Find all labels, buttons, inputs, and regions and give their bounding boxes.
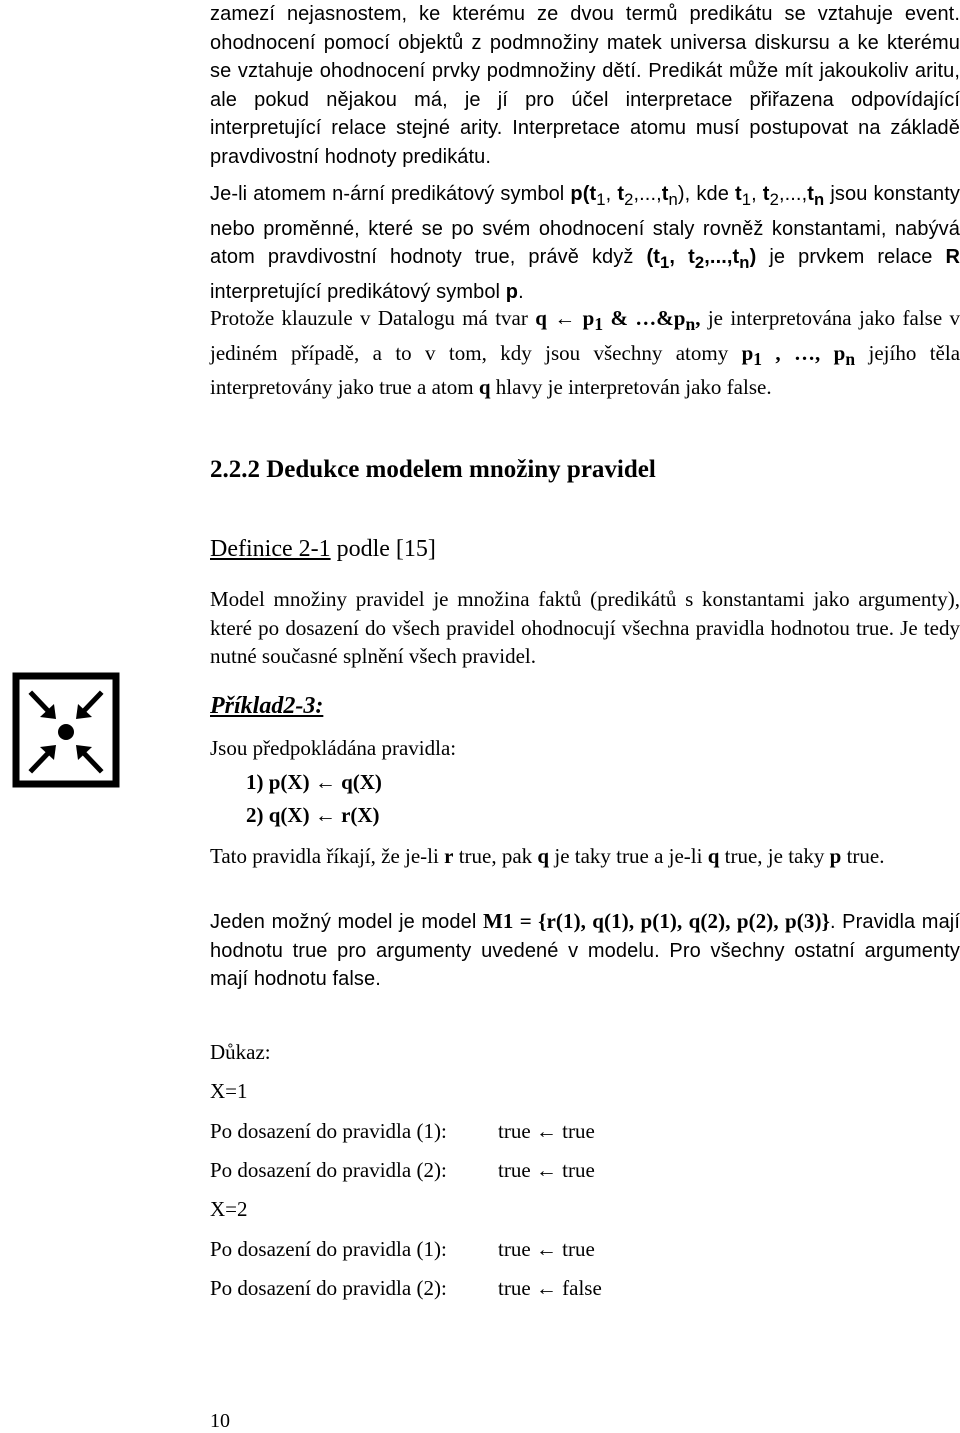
definition-source: podle [15]: [330, 536, 436, 562]
proof-step: Po dosazení do pravidla (1): true ← true: [210, 1119, 595, 1143]
proof-step: Po dosazení do pravidla (2): true ← false: [210, 1276, 602, 1300]
section-heading: 2.2.2 Dedukce modelem množiny pravidel: [210, 456, 656, 483]
rule-2: 2) q(X) ← r(X): [246, 803, 380, 827]
proof-title: Důkaz:: [210, 1040, 271, 1064]
paragraph-intro: zamezí nejasnostem, ke kterému ze dvou termů predikátu se vztahuje event. ohodnocení pomocí objektů z podmnožiny matek universa diskursu a ke kterému se vztahuje ohodnocení prvky podmnožiny dětí. Predikát může mít jakoukoliv aritu, ale pokud nějakou má, je jí pro účel interpretace přiřazena odpovídající interpretující relace stejné arity. Interpretace atomu musí postupovat na základě pravdivostní hodnoty predikátu.: [210, 3, 960, 168]
definition-label: Definice 2-1: [210, 536, 331, 562]
example-title: Příklad2-3:: [210, 693, 324, 719]
proof-step: Po dosazení do pravidla (1): true ← true: [210, 1237, 595, 1261]
proof-step: Po dosazení do pravidla (2): true ← true: [210, 1158, 595, 1182]
page-number: 10: [210, 1410, 230, 1432]
paragraph-datalog-clause: Protože klauzule v Datalogu má tvar q ← $p_1$ & $\dots\&p_n$, je interpretována jako false v jediném případě, a to v tom, kdy jsou všechny atomy $p_1$ , …, $p_n$ jejího těla interpretovány jako true a atom q hlavy je interpretován jako false.: [210, 306, 960, 400]
proof-assign: X=1: [210, 1079, 248, 1103]
paragraph-atom-interpretation: Je-li atomem n-ární predikátový symbol $p(t_1$, $t_2,...,t_n$), kde $t_1$, $t_2,...,t_n$ jsou konstanty nebo proměnné, které se po svém ohodnocení staly rovněž konstantami, nabývá atom pravdivostní hodnoty true, právě když ($t_1$, $t_2,...,t_n$) je prvkem relace R interpretující predikátový symbol p.: [210, 183, 960, 303]
rules-meaning: Tato pravidla říkají, že je-li r true, pak q je taky true a je-li q true, je taky p true.: [210, 844, 885, 868]
proof-assign: X=2: [210, 1197, 248, 1221]
definition-heading: [210, 536, 436, 563]
converging-arrows-icon: [12, 672, 120, 788]
rule-1: 1) p(X) ← q(X): [246, 770, 382, 794]
example-intro: Jsou předpokládána pravidla:: [210, 736, 457, 760]
model-paragraph: Jeden možný model je model M1 = {r(1), q(1), p(1), q(2), p(2), p(3)}. Pravidla mají hodnotu true pro argumenty uvedené v modelu. Pro všechny ostatní argumenty mají hodnotu false.: [210, 909, 960, 990]
definition-text: Model množiny pravidel je množina faktů (predikátů s konstantami jako argumenty), které po dosazení do všech pravidel ohodnocují všechna pravidla hodnotou true. Je tedy nutné současné splnění všech pravidel.: [210, 587, 960, 668]
